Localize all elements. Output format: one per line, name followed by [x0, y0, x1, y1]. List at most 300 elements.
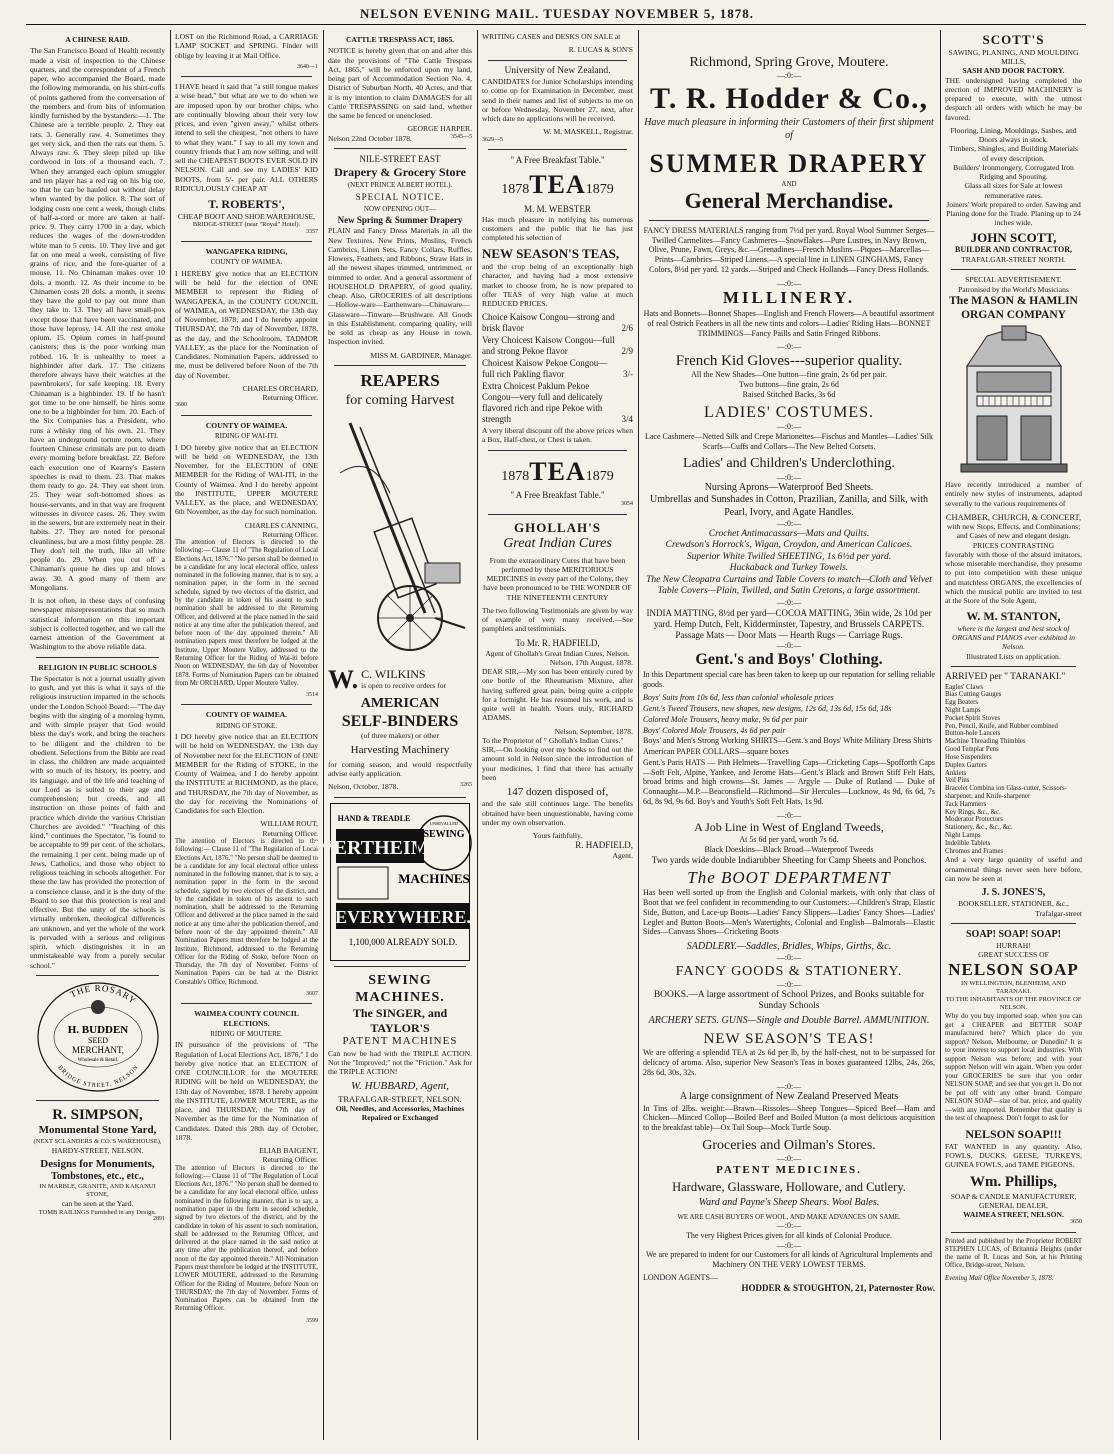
- simpson-name: R. SIMPSON,: [52, 1107, 143, 1123]
- divider-text: —:0:—: [776, 1240, 802, 1250]
- divider-text: —:0:—: [776, 953, 802, 963]
- wool-line: WE ARE CASH BUYERS OF WOOL, AND MAKE ADVANCES ON SAME.: [677, 1212, 901, 1221]
- divider: [334, 148, 466, 149]
- tweeds-line: Two yards wide double Indiarubber Sheeting for Camp Sheets and Ponchos.: [651, 854, 927, 865]
- singer-footer: Oil, Needles, and Accessories, Machines Repaired or Exchanged: [335, 1104, 465, 1123]
- phillips-address: WAIMEA STREET, NELSON.: [963, 1210, 1064, 1220]
- organ-illustration: [947, 326, 1081, 476]
- wilkins-advertisement: [328, 664, 472, 792]
- divider-text: —:0:—: [776, 278, 802, 288]
- arrived-item: Button-hole Lancets: [945, 730, 1001, 738]
- gents-line: Gent.'s Tweed Trousers, new shapes, new designs, 12s 6d, 13s 6d, 15s 6d, 18s: [643, 704, 892, 714]
- notice-title: WANGAPEKA RIDING,: [205, 247, 288, 257]
- cattle-title: CATTLE TRESPASS ACT, 1865.: [345, 35, 455, 44]
- archery-line: ARCHERY SETS. GUNS—Single and Double Barrel. AMMUNITION.: [648, 1014, 930, 1026]
- ad-number: 3054: [621, 501, 633, 508]
- tea-slogan: " A Free Breakfast Table.": [510, 490, 605, 501]
- tea-name: Extra Choicest Paklum Pekoe Congou—very full and delicately flavored rich and ripe Pekoe with strength: [482, 381, 603, 425]
- notice-body: The attention of Electors is directed to the following:— Clause 11 of "The Regulation of Local Elections Act, 1876." "No person shall be deemed to be a candidate for any local electoral office, unless nominated in the following manner, that is to say, a nomination paper, in the form in the second schedule, signed by two electors of the district, and by the candidate in token of his assent to such nomination shall be addressed to the Returning Officer, and delivered at the place named in the said notice at any time after the publication thereof, and before noon of the day appointed therein." All nomination papers must therefore be lodged at the Institute, Upper Moutere Valley, addressed to the Returning Officer for the Riding of Wai-iti before Noon on WEDNESDAY, the 6th day of November 1878. Forms of Nomination Papers can be obtained from Mr ORCHARD, Upper Moutere Valley.: [175, 539, 318, 687]
- singer-line: The SINGER, and TAYLOR'S: [352, 1006, 448, 1035]
- organ-title: The MASON & HAMLIN ORGAN COMPANY: [949, 294, 1078, 321]
- soap-body: Why do you buy imported soap, when you can get a CHEAPER and BETTER SOAP manufactured here? Which place do you support? Nelson, Melbourne, or Dunedin? It is to your interest to support local industries. With support Nelson was before; and with your support Nelson will win again. When you order your GROCERIES be sure that you order NELSON SOAP, and see that you get it. Do not be put off with any other brand. Compare NELSON SOAP—size of bar, price, and quality—with any imported. Remember that quality is the test of cheapness. Don't forget to ask for: [945, 1011, 1082, 1123]
- rosary-line: MERCHANT,: [71, 1044, 124, 1055]
- divider: [488, 149, 627, 150]
- nile-subtitle: (NEXT PRINCE ALBERT HOTEL).: [347, 181, 453, 190]
- tea-price: 3/-: [623, 369, 633, 380]
- dress-materials: FANCY DRESS MATERIALS ranging from 7½d per yard. Royal Wool Summer Serges—Twilled Carmelites—Fancy Cashmeres—Snowflakes—Pure Lustres, in Navy Brown, Olive, Prune, Fawn, Greys, &c.—Grenadines—French Muslins—Piques—Marcellas—Prints—Cambrics—Striped Linens.—A special line in LINEN GINGHAMS, Fancy Colors, 8½d per yard. 12 yards.—Striped and Check Hollands—Fancy Dress Hollands.: [643, 225, 935, 274]
- arrived-item: Pocket Spirit Stoves: [945, 714, 1001, 722]
- rosary-name: H. BUDDEN: [67, 1023, 128, 1036]
- organ-line: where is the largest and best stock of ORGANS and PIANOS ever exhibited in Nelson.: [952, 623, 1075, 652]
- arrived-item: Bracelet Combina ion Glass-cutter, Scissors-sharpener, and Knife-sharpener: [945, 785, 1067, 800]
- wilkins-line: AMERICAN: [360, 695, 440, 711]
- tweeds-line: At 5s 6d per yard, worth 7s 6d.: [739, 835, 839, 845]
- patent-title: PATENT MEDICINES.: [716, 1163, 862, 1176]
- scott-line: Builders' Ironmongery, Corrugated Iron Ridging and Spouting.: [953, 162, 1074, 182]
- nile-title: NILE-STREET EAST: [359, 153, 441, 164]
- organ-special: SPECIAL ADVERTISEMENT.: [965, 275, 1062, 285]
- simpson-line: can be seen at the Yard.: [61, 1199, 134, 1209]
- notice-role: Returning Officer.: [262, 828, 318, 838]
- fancy-goods-title: FANCY GOODS & STATIONERY.: [675, 963, 903, 979]
- divider: [181, 76, 312, 77]
- notice-body: The attention of Electors is directed to the following:— Clause 11 of "The Regulation of Local Elections Act, 1876." "No person shall be deemed to be a candidate for any local electoral office, unless nominated in the following manner, that is to say, a nomination paper in the form in second schedule, signed by two electors of the district, and by the candidate in token of his assent to such nomination, shall be addressed to the Returning Officer, and delivered at the place named in the said notice at any time after the publication thereof, and before noon of the day appointed therein." All Nomination Papers must therefore be lodged at the INSTITUTE, LOWER MOUTERE, addressed to the Returning Officer for the Riding of Moutere, before Noon on THURSDAY, the 7th day of November. Forms of Nomination Papers can be obtained from the Returning Officer.: [175, 1164, 318, 1313]
- notice-title: WAIMEA COUNTY COUNCIL ELECTIONS.: [194, 1009, 299, 1028]
- gents-body: In this Department special care has been taken to keep up our reputation for selling reliable goods.: [643, 669, 935, 689]
- arrived-title: ARRIVED per " TARANAKI.": [945, 671, 1066, 682]
- tea-slogan: " A Free Breakfast Table.": [510, 154, 605, 165]
- divider-text: —:0:—: [776, 810, 802, 820]
- singer-line: PATENT MACHINES: [342, 1035, 458, 1048]
- wertheim-banner: [313, 807, 472, 955]
- millinery-body: Hats and Bonnets—Bonnet Shapes—English and French Flowers—A beautiful assortment of real Ostrich Feathers in all the new tints and colors—Ladies' Riding Hats—BONNET TRIMMINGS—Fancy Paills and Satin Fringed Ribbons.: [643, 309, 935, 338]
- tea-price-row: [482, 312, 633, 334]
- divider: [36, 657, 159, 658]
- simpson-line: Designs for Monuments,: [40, 1157, 155, 1170]
- arrived-body: And a very large quantity of useful and ornamental things never seen here before, can now be seen at: [945, 855, 1082, 883]
- divider: [488, 514, 627, 515]
- arrived-item: Night Lamps: [945, 832, 981, 839]
- article-body: The Spectator is not a journal usually given to gush, and yet this is what it says of the religious instruction imparted in the schools under the London School Board:—"The day begins with the singing of a morning hymn, and with simple prayer that God would bless the day's work, and bring the teachers to be diligent and the children to be obedient. Selections from the Bible are read in class, the children are made acquainted with so much of its history, its poetry, and its language, and of the life and teaching of our Lord as is suited to their age and comprehension; but creeds, and all instruction on those points of faith and practice which divide the various Christian Churches are avoided." "Teaching of this kind," continues the Spectator, "is found to be acceptable to 99 per cent. of the scholars, the remaining 1 per cent. being made up of Jews, Catholics, and those who object to religious teaching in schools altogether. For these the law has provided the protection of a conscience clause, and it is the duty of the Board to see that this protection is real and effective. But the unity of the schools is virtually unbroken, theological differences are unknown, and yet the whole of the work is pervaded with a serious and religious spirit, which distinguishes it in an unmistakeable way from a purely secular school.": [30, 673, 165, 970]
- cattle-body: NOTICE is hereby given that on and after this date the provisions of "The Cattle Trespass Act, 1865," will be enforced upon my land, being part of Accommodation Section No. 4, District of Suburban North, 40 Acres, and that it is my intention to claim DAMAGES for all Cattle TRESPASSING on said land, whether the same be fenced or unenclosed.: [328, 46, 472, 120]
- divider-text: —:0:—: [776, 342, 802, 352]
- curtains-line: The New Cleopatra Curtains and Table Covers to match—Cloth and Velvet Table Covers—Plain, Twilled, and Satin Cretons, a large assortment.: [646, 574, 932, 597]
- teas-title: NEW SEASON'S TEAS!: [703, 1031, 875, 1048]
- rosary-line: Wholesale & Retail.: [77, 1057, 118, 1063]
- calicoes-line: Crewdson's Horrock's, Wigan, Croydon, and American Calicoes.: [665, 540, 913, 551]
- organ-agent: W. M. STANTON,: [966, 609, 1061, 624]
- tea-price: 2/6: [621, 323, 633, 334]
- tea-name: Choice Kaisow Congou—strong and brisk flavor: [482, 312, 615, 334]
- jones-address: Trafalgar-street: [1035, 908, 1082, 918]
- crochet-line: Crochet Antimacassars—Mats and Quilts.: [708, 528, 870, 539]
- divider-text: —:0:—: [776, 472, 802, 482]
- shears-line: Ward and Payne's Sheep Shears. Wool Bales.: [698, 1197, 880, 1209]
- gents-line: Colored Mole Trousers, heavy make, 9s 6d per pair: [643, 714, 808, 724]
- sewing-machine-icon: [338, 867, 388, 899]
- tea-price-row: [482, 381, 633, 425]
- divider: [488, 450, 627, 451]
- ad-number: 3599: [306, 1317, 318, 1324]
- hodder-location: Richmond, Spring Grove, Moutere.: [689, 55, 889, 70]
- organ-line: Illustrated Lists on application.: [966, 651, 1061, 661]
- notice-body: IN pursuance of the provisions of "The Regulation of Local Elections Act, 1876," I do hereby give notice that an ELECTION of ONE COUNCILLOR for the MOUTERE RIDING will be held on WEDNESDAY, the 13th day of November, 1878. I hereby appoint the INSTITUTE, LOWER MOUTERE, as the place, and THURSDAY, the 7th day of November as the time for the Nomination of Candidates. Dated this 28th day of October, 1878.: [175, 1040, 318, 1142]
- prices-line: The very Highest Prices given for all kinds of Colonial Produce.: [686, 1230, 892, 1240]
- ghollah-to: To the Proprietor of " Ghollah's Indian Cures.": [482, 735, 624, 745]
- ghollah-title: GHOLLAH'S: [513, 519, 602, 535]
- soap-fat: FAT WANTED in any quantity. Also, FOWLS, DUCKS, GEESE, TURKEYS, GUINEA FOWLS, and TAME PIGEONS.: [945, 1141, 1082, 1170]
- arrived-item: Key Rings, &c., &c.: [945, 808, 1001, 816]
- notice-subtitle: RIDING OF MOUTERE.: [210, 1029, 283, 1038]
- tea-price: 3/4: [621, 414, 633, 425]
- arrived-item: Eagles' Claws: [945, 683, 984, 691]
- lucas-notice: WRITING CASES and DESKS ON SALE at: [482, 32, 621, 41]
- masthead-rule: [26, 24, 1086, 25]
- svg-text:THE ROSARY: [68, 983, 138, 1006]
- article-body: The San Francisco Board of Health recently made a visit of inspection to the Chinese quarters, and the correspondent of a French paper, who accompanied the Board, made the following memoranda, on his shirt-cuffs of points gathered from the conversation of the members and from bits of information kindly furnished by the bystanders:—1. The Chinese are a terrible people. 2. They eat rats. 3. Generally raw. 4. Sometimes they get very sick, and then the rats eat them. 5. Always raw. 6. They sleep piled up like cordwood in lots of a thousand each. 7. When they arranged each opium smuggler and ten player has a red rag on his big toe, so that he can be hauled out without delay when wanted by the police. 8. The sort of lodging costs one cent a week, though clubs of half-a-cord or more are taken at half-price. 9. They carry 1700 in a day, which reduces the wages of the down-trodden white man to 5 cents. 10. They live and get fat on one meal a week, consisting of five grains of rice, and the fore-quarter of a mouse. 11. No Chinaman makes over 10 dols. a month. 12. As their income to be Chinamen costs 20 dols. a month, it seems they have the gold to pay out more than they take in. 13. They all have small-pox except those that have been vaccinated, and those have leprosy. 14. All the rest smoke opium. 15. Opium comes in half-pound canisters; thus is the poor working man robbed. 16. It is unhealthy to meet a highbinder after dark. 17. The citizens therefore always have their watches at the pawnbrokers', for safe keeping. 18. Every Chinaman is a highbinder. 19. If he hasn't got time to be one himself, he hires some one to be a highbinder for him. 20. Each of the Six Companies has a President, who runs a whisky ring of his own. 21. They have an underground torture room, where fourteen Chinese criminals are put to death every morning before breakfast. 22. Before each execution one of Kearny's Eastern speeches is read to them. 23. That makes them ready to go. 24. They eat sheet iron. 25. They wear soft-bottomed shoes as house-servants, and in that way are frequent witnesses in divorce cases. 26. They swim in the sewers, but are extremely neat in their habits. 27. They are noted for personal cleanliness, but are a most filthy people. 28. They don't tell the truth, like all white people do. 29. When you cut off a Chinaman's queue he dies up and blows away. 30. A good many of them are Mongolians.: [30, 46, 165, 592]
- soap-end: NELSON SOAP!!!: [965, 1126, 1062, 1141]
- phillips-role: SOAP & CANDLE MANUFACTURER, GENERAL DEALER,: [950, 1191, 1077, 1210]
- notice-title: COUNTY OF WAIMEA.: [205, 420, 288, 430]
- divider: [181, 1003, 312, 1004]
- scott-name: JOHN SCOTT,: [970, 229, 1057, 245]
- wilkins-line: SELF-BINDERS: [341, 712, 459, 730]
- reaper-machine-illustration: [330, 413, 470, 663]
- organ-patron: Patronised by the World's Musicians: [958, 284, 1069, 294]
- arrived-item: Pen, Pencil, Knife, and Rubber combined: [945, 722, 1058, 730]
- column-5: [639, 30, 939, 1440]
- ad-number: 3600: [175, 402, 187, 409]
- notice-subtitle: RIDING OF WAI-ITI.: [214, 432, 279, 441]
- webster-body: Has much pleasure in notifying his numerous customers and the public that he has just completed his selection of: [482, 214, 633, 243]
- divider-text: —:0:—: [776, 1081, 802, 1091]
- ghollah-yours: Yours faithfully,: [532, 831, 583, 841]
- article-title-chinese-raid: A CHINESE RAID.: [65, 35, 130, 44]
- wilkins-line: is open to receive orders for: [361, 681, 447, 691]
- wertheim-advertisement: [313, 803, 471, 961]
- millinery-title: MILLINERY.: [722, 288, 856, 308]
- indent-line: We are prepared to indent for our Customers for all kinds of Agricultural Implements and Machinery ON THE VERY LOWEST TERMS.: [646, 1250, 932, 1270]
- ad-number: 3650: [1070, 1219, 1082, 1226]
- divider: [334, 365, 466, 366]
- column-1: [26, 30, 169, 1440]
- notice-role: Returning Officer.: [262, 393, 318, 403]
- ghollah-date: Nelson, September, 1878.: [554, 726, 633, 736]
- divider: [36, 975, 159, 976]
- wilkins-line: Harvesting Machinery: [350, 743, 450, 756]
- divider: [181, 704, 312, 705]
- cattle-signature: GEORGE HARPER.: [407, 124, 472, 134]
- wilkins-line: (of three makers) or other: [360, 731, 439, 741]
- arrived-item: Night Lamps: [945, 707, 981, 714]
- nile-stock: New Spring & Summer Drapery: [337, 215, 463, 226]
- gents-line: American PAPER COLLARS—square boxes: [643, 747, 789, 757]
- ad-number: 3514: [306, 692, 318, 699]
- ghollah-letter: SIR,—On looking over my books to find out the amount sold in Nelson since the introduction of your medicines, I find that there has actually been: [482, 745, 633, 782]
- column-4: [478, 30, 637, 1440]
- divider-text: —:0:—: [776, 71, 802, 81]
- divider: [951, 269, 1076, 270]
- article-title-religion: RELIGION IN PUBLIC SCHOOLS: [38, 662, 157, 672]
- tea-name: Choicest Kaisow Pekoe Congou—full rich Pakling flavor: [482, 358, 608, 380]
- costumes-title: LADIES' COSTUMES.: [703, 403, 875, 421]
- webster-body: and the crop being of an exceptionally high character, and having had a most extensive market to choose from, he is now prepared to offer TEAS of very high value at much REDUCED PRICES.: [482, 262, 633, 309]
- notice-subtitle: RIDING OF STOKE.: [215, 721, 278, 730]
- roberts-line: CHEAP BOOT AND SHOE WAREHOUSE,: [177, 211, 316, 221]
- gents-title: Gent.'s and Boys' Clothing.: [695, 651, 883, 669]
- ghollah-agent: Agent of Ghollah's Great Indian Cures, Nelson.: [485, 648, 630, 658]
- ad-number: 3607: [306, 991, 318, 998]
- notice-role: Returning Officer.: [262, 1155, 318, 1165]
- notice-signature: CHARLES ORCHARD,: [242, 383, 318, 393]
- nile-now: NOW OPENING OUT—: [363, 204, 437, 213]
- simpson-line: Monumental Stone Yard,: [38, 1124, 157, 1137]
- general-merchandise: General Merchandise.: [684, 188, 894, 214]
- tea-price-list: [482, 312, 633, 425]
- nile-body: PLAIN and Fancy Dress Materials in all the New Textures. New Prints, Muslins, French Cambrics, Linen Sets, Fancy Collars, Ruffles, Flowers, Feathers, and Ribbons, Straw Hats in all the newest shapes trimmed, untrimmed, or trimmed to order. And a general assortment of HOUSEHOLD DRAPERY, of good quality, cheap. Also, GROCERIES of all descriptions—Hollow-ware—Earthenware—Chinaware—Glassware—Tinware—Brushware. All Goods in this Establishment, comparing quality, will be sold as cheap as any House in town. Inspection invited.: [328, 226, 472, 347]
- wertheim-machines: MACHINES: [398, 870, 470, 886]
- arrived-item: Hose Suspenders: [945, 753, 992, 761]
- divider: [334, 966, 466, 967]
- scott-line: SASH AND DOOR FACTORY.: [962, 66, 1065, 76]
- arrived-item: Tack Hammers: [945, 800, 987, 808]
- notice-signature: CHARLES CANNING,: [244, 520, 318, 530]
- arrived-item: Stationery, &c., &c., &c.: [945, 824, 1013, 832]
- column-6: [941, 30, 1086, 1440]
- arrived-item: Bias Cutting Gauges: [945, 691, 1002, 699]
- wilkins-date: Nelson, October, 1878. 3265: [328, 782, 472, 792]
- rosary-arc-bottom: BRIDGE STREET, NELSON: [55, 1063, 140, 1089]
- scott-line: Timbers, Shingles, and Building Materials of every description.: [949, 144, 1078, 163]
- organ-body: Have recently introduced a number of entirely new styles of instruments, adapted severally to the various requirements of: [945, 480, 1082, 508]
- ad-number: 3640—1: [297, 63, 318, 70]
- simpson-line: Tombstones, etc., etc.,: [51, 1171, 144, 1183]
- organ-line: CHAMBER, CHURCH, & CONCERT,: [945, 511, 1082, 522]
- ghollah-body: From the extraordinary Cures that have been performed by these MERITORIOUS MEDICINES in every part of the Colony, they have been pronounced to be THE WONDER OF THE NINETEENTH CENTURY: [483, 555, 632, 602]
- notice-title: COUNTY OF WAIMEA.: [205, 710, 288, 720]
- books-line: BOOKS.—A large assortment of School Prizes, and Books suitable for Sunday Schools: [653, 989, 925, 1012]
- rosary-line: SEED: [87, 1035, 108, 1045]
- wertheim-top: HAND & TREADLE: [337, 813, 411, 823]
- soap-great: GREAT SUCCESS OF: [978, 950, 1049, 960]
- soap-name: NELSON SOAP: [948, 959, 1079, 979]
- singer-agent: W. HUBBARD, Agent,: [350, 1080, 450, 1093]
- arrived-item: Duplex Garters: [945, 761, 987, 769]
- divider-text: —:0:—: [776, 640, 802, 650]
- scott-title: SCOTT'S: [982, 32, 1045, 47]
- divider: [649, 220, 929, 221]
- scott-line: Flooring, Lining, Mouldings, Sashes, and Doors always in stock.: [950, 125, 1077, 145]
- simpson-line: HARDY-STREET, NELSON.: [51, 1145, 144, 1155]
- tea-price-row: [482, 335, 633, 357]
- arrived-item: Chromos and Frames: [945, 847, 1004, 855]
- nile-signature: MISS M. GARDINER, Manager.: [370, 350, 472, 360]
- divider: [181, 241, 312, 242]
- simpson-line: TOMB RAILINGS Furnished in any Design.: [38, 1208, 157, 1216]
- tea-name: Very Choicest Kaisow Congou—full and strong Pekoe flavor: [482, 335, 615, 357]
- groceries-title: Groceries and Oilman's Stores.: [702, 1137, 876, 1153]
- tea-price: 2/9: [621, 346, 633, 357]
- divider: [334, 797, 466, 798]
- divider-text: —:0:—: [776, 518, 802, 528]
- lucas-name: R. LUCAS & SON'S: [568, 45, 633, 55]
- notice-body: I HEREBY give notice that an ELECTION will be held for the election of ONE MEMBER to represent the Riding of WANGAPEKA, in the COUNTY COUNCIL of WAIMEA, on WEDNESDAY, the 13th day of November, 1878; and I do hereby appoint THURSDAY, the 7th day of November, 1878, as the day, and the Schoolroom, TADMOR VALLEY, as the place for the Nomination of Candidates. Nomination Papers, addressed to me, must be delivered before Noon of the 7th day of November.: [175, 268, 318, 380]
- singer-title: SEWING MACHINES.: [355, 972, 445, 1005]
- scott-line: SAWING, PLANING, AND MOULDING MILLS,: [948, 47, 1079, 67]
- organ-line: PRICES CONTRASTING: [972, 540, 1055, 550]
- ghollah-body: The two following Testimonials are given by way of example of very many received.—See pamphlets and testimonials.: [482, 605, 633, 634]
- divider: [951, 1232, 1076, 1233]
- notice-subtitle: COUNTY OF WAIMEA.: [210, 258, 283, 267]
- rose-icon: [91, 1000, 105, 1014]
- tea-heading: 1878TEA1879: [501, 169, 614, 199]
- meats-body: In Tins of 2lbs. weight:—Brawn—Rissoles—Sheep Tongues—Spiced Beef—Ham and Chicken—Minced Collop—Boiled Beef and Boiled Mutton (a most delicious acquisition to the breakfast table)—Ox Tail Soup—Mock Turtle Soup.: [643, 1103, 935, 1133]
- teas-body: We are offering a splendid TEA at 2s 6d per lb, by the half-chest, not to be surpassed for delicacy of aroma. Also, superior New Season's Teas in boxes guaranteed 12lbs, 24s, 26s, 28s 6d, 30s, 32s.: [643, 1048, 935, 1077]
- notice-signature: WILLIAM ROUT,: [260, 819, 318, 829]
- gloves-line: All the New Shades—One button—fine grain, 2s 6d per pair.: [691, 370, 887, 380]
- umbrellas-line: Umbrellas and Sunshades in Cotton, Prazilian, Zanilla, and Silk, with Pearl, Ivory, and Agate Handles.: [649, 494, 929, 518]
- scott-line: Joiners' Work prepared to order. Sawing and Planing done for the Trade. Planing up to 24 inches wide.: [946, 199, 1081, 228]
- hodder-intro: Have much pleasure in informing their Customers of their first shipment of: [644, 117, 934, 141]
- divider: [951, 666, 1076, 667]
- soap-top: SOAP! SOAP! SOAP!: [966, 928, 1061, 940]
- nile-title: Drapery & Grocery Store: [334, 164, 466, 179]
- rosary-seal-icon: [34, 981, 162, 1093]
- roberts-line: BRIDGE-STREET (near "Royal" Hotel).: [192, 220, 301, 228]
- lost-notice: LOST on the Richmond Road, a CARRIAGE LAMP SOCKET and SPRING. Finder will oblige by leaving it at Mail Office.: [175, 32, 318, 60]
- arrived-item: Veil Pins: [945, 777, 970, 785]
- tea-discount: A very liberal discount off the above prices when a Box, Half-chest, or Chest is taken.: [482, 426, 633, 445]
- scott-role: BUILDER AND CONTRACTOR,: [955, 245, 1072, 255]
- wertheim-everywhere: EVERYWHERE.: [335, 906, 471, 927]
- imprint-date: Evening Mail Office November 5, 1878.: [945, 1274, 1054, 1282]
- webster-new-teas: NEW SEASON'S TEAS,: [482, 246, 620, 262]
- wertheim-brand: WERTHEIM'S: [313, 836, 447, 859]
- hodder-name: T. R. Hodder & Co.,: [650, 81, 928, 115]
- notice-body: I DO hereby give notice that an ELECTION will be held on WEDNESDAY, the 13th November, for the ELECTION of ONE MEMBER for the Riding of WAI-ITI, in the County of Waimea. And I do hereby appoint the INSTITUTE, UPPER MOUTERE VALLEY, as the place, and WEDNESDAY, 6th November, as the day for such nomination.: [175, 442, 318, 517]
- arrived-list: [945, 684, 1082, 856]
- rosary-arc-text: THE ROSARY: [68, 982, 138, 1006]
- ad-number: 2891: [153, 1216, 165, 1223]
- ghollah-amount: 147 dozen disposed of,: [506, 786, 609, 798]
- divider-text: —:0:—: [776, 598, 802, 608]
- tea-price-row: [482, 358, 633, 380]
- ad-number: 3357: [306, 228, 318, 235]
- webster-name: M. M. WEBSTER: [524, 203, 591, 214]
- arrived-item: Egg Beaters: [945, 699, 979, 707]
- column-2: [171, 30, 322, 1440]
- gents-line: Boys' Suits from 10s 6d, less than colonial wholesale prices: [643, 693, 834, 703]
- organ-line: with new Stops, Effects, and Combinations; and Cases of new and elegant design.: [946, 522, 1081, 541]
- wilkins-name: C. WILKINS: [361, 666, 426, 681]
- reapers-title: REAPERS: [360, 370, 440, 390]
- costumes-body: Lace Cashmere—Netted Silk and Crepe Marionettes—Fischus and Mantles—Ladies' Silk Scarfs—Cuffs and Collars—The New Belted Corsets.: [644, 431, 934, 451]
- ghollah-letter: and the sale still continues large. The benefits obtained have been unquestionable, having come under my own observation.: [482, 799, 633, 827]
- saddlery-line: SADDLERY.—Saddles, Bridles, Whips, Girths, &c.: [686, 941, 892, 953]
- boot-title: The BOOT DEPARTMENT: [687, 867, 891, 887]
- ghollah-date: Nelson, 17th August, 1878.: [549, 657, 633, 667]
- uni-signature: W. M. MASKELL, Registrar.: [543, 127, 633, 137]
- imprint: Printed and published by the Proprietor ROBERT STEPHEN LUCAS, of Britannia Heights (under the name of R. Lucas and Son, at his Printing Office, Bridge-street, Nelson.: [945, 1237, 1082, 1270]
- summer-drapery: SUMMER DRAPERY: [649, 148, 929, 178]
- gents-line: Boys' and Men's Strong Working SHIRTS—Gent.'s and Boys' White Military Dress Shirts: [643, 736, 932, 746]
- gloves-line: Two buttons—fine grain, 2s 6d: [739, 380, 839, 390]
- arrived-item: Indelible Tablets: [945, 839, 991, 847]
- soap-in: IN WELLINGTON, BLENHEIM, AND TARANAKI.: [960, 980, 1066, 996]
- ghollah-role: Agent.: [612, 851, 633, 861]
- divider-text: —:0:—: [776, 980, 802, 990]
- roberts-name: T. ROBERTS',: [208, 197, 285, 212]
- tea-heading: 1878TEA1879: [501, 456, 614, 486]
- gloves-title: French Kid Gloves---superior quality.: [675, 353, 903, 370]
- gents-line: Boys' Colored Mole Trousers, 4s 6d per pair: [643, 725, 786, 735]
- divider: [181, 415, 312, 416]
- sheeting-line: Superior White Twilled SHEETING, 1s 6½d per yard.: [686, 551, 892, 562]
- divider: [951, 923, 1076, 924]
- wertheim-unrivalled: UNRIVALLED: [429, 820, 459, 826]
- nursing-line: Nursing Aprons—Waterproof Bed Sheets.: [704, 482, 874, 494]
- arrived-item: Machine Threading Thimbles: [945, 738, 1026, 746]
- singer-address: TRAFALGAR-STREET, NELSON.: [338, 1093, 462, 1104]
- reapers-subtitle: for coming Harvest: [345, 392, 455, 408]
- article-body: It is not often, in these days of confusing newspaper misrepresentations that so much statistical information on this important subject is collected together, and we call the earnest attention of the Government at Washington to the above reliable data.: [30, 596, 165, 652]
- divider-text: —:0:—: [776, 422, 802, 432]
- scott-line: Glass all sizes for Sale at lowest remunerative rates.: [964, 181, 1063, 200]
- matting-line: INDIA MATTING, 8½d per yard—COCOA MATTING, 36in wide, 2s 10d per yard. Hemp Dutch, Felt, Kidderminster, Tapestry, and Brussels CARPETS. Passage Mats — Door Mats — Hearth Rugs — Carriage Rugs.: [646, 607, 932, 640]
- meats-title: A large consignment of New Zealand Preserved Meats: [679, 1091, 899, 1103]
- notice-body: I DO hereby give notice that an ELECTION will be held on WEDNESDAY, the 13th day of November next for the ELECTION of ONE MEMBER for the Riding of STOKE, in the County of Waimea, and I do hereby appoint the INSTITUTE at RICHMOND, as the place, and THURSDAY, the 7th day of November, as the day for receiving the Nominations of Candidates for such Election.: [175, 732, 318, 816]
- towels-line: Huckaback and Turkey Towels.: [729, 563, 849, 574]
- soap-hurrah: HURRAH!: [996, 941, 1031, 951]
- wertheim-sewing: SEWING: [423, 828, 465, 840]
- ghollah-subtitle: Great Indian Cures: [503, 536, 612, 552]
- tweeds-line: Black Doeskins—Black Broad—Waterproof Tweeds: [704, 844, 874, 854]
- ghollah-to: To Mr. R. HADFIELD,: [515, 637, 600, 648]
- notice-body: The attention of Electors is directed to the following:— Clause 11 of "The Regulation of Local Elections Act, 1876." "No person shall be deemed to be a candidate for any local electoral office unless nominated in the following manner, that is to say, a nomination paper in the form in the second schedule, signed by two electors of the district, and by the candidate in token of his assent to such nomination, shall be addressed to the Returning Officer and delivered at the place named in the said notice at any time after the publication thereof, and before noon of the day appointed therein." All Nomination Papers must therefore be lodged at the Institute, Richmond, addressed to the Returning Officer for the Riding of Stoke, before Noon on Thursday, the 7th day of November. Forms of Nomination Papers can be had at the District Constable's Office, Richmond.: [175, 837, 318, 986]
- cattle-date: Nelson 22nd October 1878. 3545—5: [328, 133, 472, 143]
- svg-text:BRIDGE STREET, NELSON: [56, 1064, 140, 1089]
- simpson-line: IN MARBLE, GRANITE, AND KAKANUI STONE,: [39, 1183, 156, 1199]
- gloves-line: Raised Stitched Backs, 3s 6d: [742, 389, 836, 399]
- ghollah-letter: DEAR SIR,—My son has been entirely cured by one bottle of the Rheumatism Mixture, after having suffered great pain, being quite a cripple for a fortnight. He has resumed his work, and is quite well in health. Yours truly, RICHARD ADAMS.: [482, 667, 633, 723]
- drop-cap: W.: [328, 664, 359, 694]
- soap-to: TO THE INHABITANTS OF THE PROVINCE OF NELSON.: [945, 996, 1082, 1012]
- organ-body: favorably with those of the absurd imitators, whose miserable merchandise, they presume to put into competition with these unique and matchless ORGANS, the excellencies of which the musical public are invited to test at the Store of the Sole Agent,: [945, 549, 1082, 606]
- boot-body: Has been well sorted up from the English and Colonial markets, with only that class of Boot that we feel confident in recommending to our Customers:—Children's Strap, Elastic Side, Button, and Lace-up Boots—Ladies' Fancy Slippers—Ladies' Fancy Shoes—Ladies' Leglet and Button Boots—Men's Watertights, Colonial and English—Balmorals—Elastic Sides—Canvass Shoes—Cricketing Boots: [643, 888, 935, 937]
- phillips-name: Wm. Phillips,: [969, 1174, 1058, 1191]
- scott-address: TRAFALGAR-STREET NORTH.: [961, 255, 1066, 265]
- masthead: NELSON EVENING MAIL. TUESDAY NOVEMBER 5, 1878.: [359, 6, 755, 21]
- divider: [488, 60, 627, 61]
- arrived-item: Good Templar Pens: [945, 746, 999, 754]
- divider-text: —:0:—: [776, 1153, 802, 1163]
- wilkins-line: for coming season, and would respectfully advise early application.: [328, 759, 472, 779]
- scott-body: THE undersigned having completed the erection of IMPROVED MACHINERY is prepared to execute, with the utmost despatch all orders with which he may be favored.: [945, 75, 1082, 122]
- roberts-notice: I HAVE heard it said that "a still tongue makes a wise head," but what are we to do when we are imposed upon by our brother chips, who are continually blowing about their very low prices, and even "given away," whilst others intend to sell the cheapest, "not others to have to what they want." I say to all my town and country friends that I am now selling, and will sell the CHEAPEST BOOTS EVER SOLD IN NELSON. Call and see my LADIES' KID BOOTS, from 5/- per pair. ALL OTHERS RIDICULOUSLY CHEAP AT: [175, 82, 318, 193]
- rosary-advertisement: [30, 981, 165, 1095]
- notice-role: Returning Officer.: [262, 529, 318, 539]
- jones-name: J. S. JONES'S,: [981, 887, 1046, 899]
- uni-body: CANDIDATES for Junior Scholarships intending to come up for Examination in December, must send in their names and list of subjects to me on or before Wednesday, November 27, next, after which date no applications will be received.: [482, 77, 633, 124]
- hardware-title: Hardware, Glassware, Holloware, and Cutlery.: [672, 1180, 906, 1195]
- jones-role: BOOKSELLER, STATIONER, &c.,: [958, 899, 1069, 909]
- singer-body: Can now be had with the TRIPLE ACTION. Not the "Improved;" not the "Friction." Ask for the TRIPLE ACTION!: [328, 1048, 472, 1077]
- nile-special: SPECIAL NOTICE.: [355, 191, 445, 202]
- divider-text: —:0:—: [776, 1221, 802, 1231]
- london-agents: LONDON AGENTS— HODDER & STOUGHTON, 21, Paternoster Row.: [643, 1272, 935, 1293]
- divider: [36, 1100, 159, 1101]
- tweeds-title: A Job Line in West of England Tweeds,: [694, 820, 884, 835]
